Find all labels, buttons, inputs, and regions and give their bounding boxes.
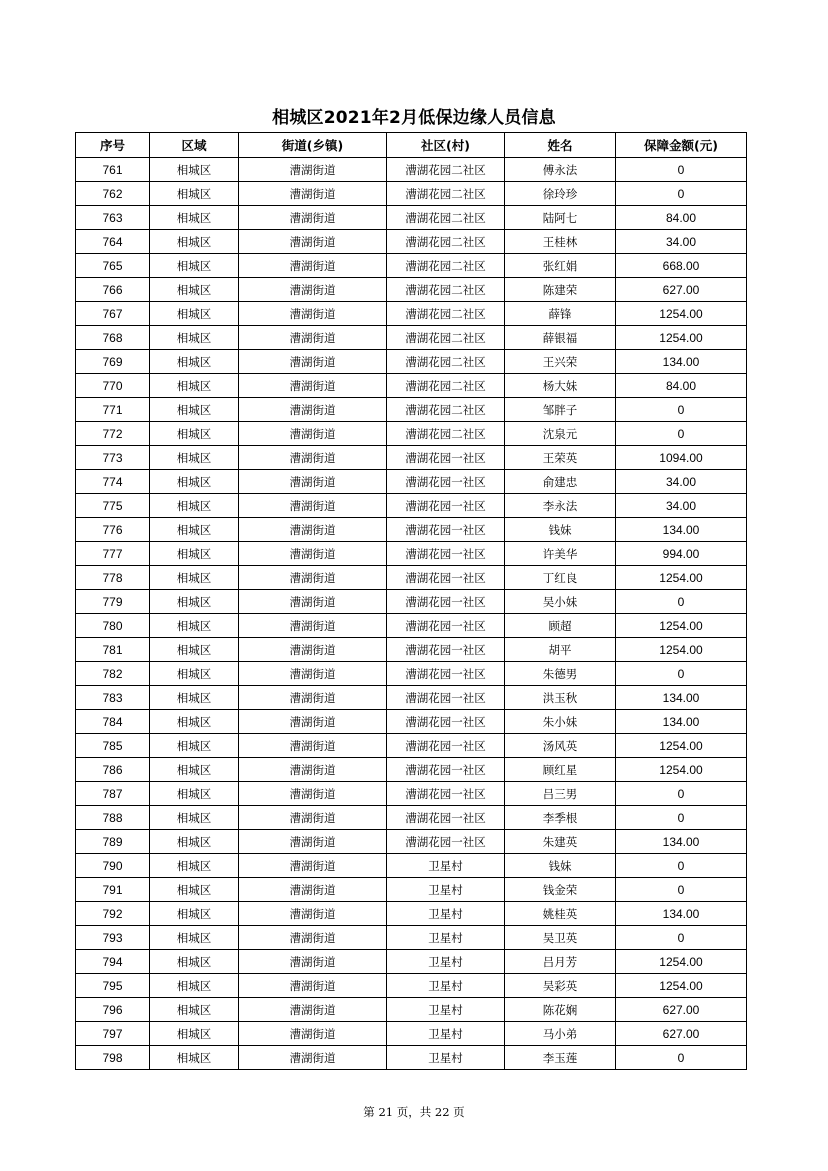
cell-street: 漕湖街道	[239, 638, 387, 662]
cell-amount: 1254.00	[616, 638, 747, 662]
table-row	[76, 758, 747, 782]
cell-no: 761	[76, 158, 150, 182]
cell-community: 漕湖花园一社区	[387, 662, 505, 686]
cell-no: 782	[76, 662, 150, 686]
cell-no: 781	[76, 638, 150, 662]
cell-street: 漕湖街道	[239, 470, 387, 494]
table-row	[76, 230, 747, 254]
cell-name: 朱小妹	[505, 710, 616, 734]
cell-name: 邹胖子	[505, 398, 616, 422]
cell-no: 783	[76, 686, 150, 710]
cell-amount: 1254.00	[616, 734, 747, 758]
cell-district: 相城区	[150, 1022, 239, 1046]
cell-district: 相城区	[150, 1046, 239, 1070]
cell-amount: 627.00	[616, 998, 747, 1022]
cell-community: 漕湖花园一社区	[387, 686, 505, 710]
cell-no: 776	[76, 518, 150, 542]
cell-community: 卫星村	[387, 998, 505, 1022]
cell-no: 766	[76, 278, 150, 302]
cell-district: 相城区	[150, 950, 239, 974]
cell-street: 漕湖街道	[239, 230, 387, 254]
cell-community: 漕湖花园一社区	[387, 830, 505, 854]
cell-amount: 1254.00	[616, 950, 747, 974]
cell-street: 漕湖街道	[239, 1046, 387, 1070]
cell-no: 771	[76, 398, 150, 422]
cell-district: 相城区	[150, 710, 239, 734]
table-row	[76, 638, 747, 662]
table-row	[76, 302, 747, 326]
cell-no: 763	[76, 206, 150, 230]
cell-district: 相城区	[150, 494, 239, 518]
cell-name: 顾红星	[505, 758, 616, 782]
cell-street: 漕湖街道	[239, 398, 387, 422]
table-row	[76, 926, 747, 950]
table-row	[76, 878, 747, 902]
cell-street: 漕湖街道	[239, 278, 387, 302]
table-row	[76, 446, 747, 470]
cell-community: 漕湖花园二社区	[387, 206, 505, 230]
cell-no: 765	[76, 254, 150, 278]
cell-community: 漕湖花园二社区	[387, 302, 505, 326]
cell-amount: 134.00	[616, 902, 747, 926]
cell-street: 漕湖街道	[239, 374, 387, 398]
table-row	[76, 278, 747, 302]
table-body	[76, 158, 747, 1070]
cell-street: 漕湖街道	[239, 878, 387, 902]
document-title: 相城区2021年2月低保边缘人员信息	[272, 108, 556, 128]
cell-amount: 627.00	[616, 1022, 747, 1046]
cell-name: 杨大妹	[505, 374, 616, 398]
cell-amount: 134.00	[616, 686, 747, 710]
table-row	[76, 254, 747, 278]
cell-street: 漕湖街道	[239, 902, 387, 926]
table-row	[76, 470, 747, 494]
cell-no: 777	[76, 542, 150, 566]
cell-street: 漕湖街道	[239, 182, 387, 206]
cell-amount: 0	[616, 422, 747, 446]
cell-district: 相城区	[150, 446, 239, 470]
cell-name: 朱建英	[505, 830, 616, 854]
cell-amount: 34.00	[616, 230, 747, 254]
cell-amount: 668.00	[616, 254, 747, 278]
table-row	[76, 854, 747, 878]
cell-community: 漕湖花园二社区	[387, 422, 505, 446]
cell-district: 相城区	[150, 278, 239, 302]
cell-no: 769	[76, 350, 150, 374]
cell-street: 漕湖街道	[239, 854, 387, 878]
cell-name: 沈泉元	[505, 422, 616, 446]
table-row	[76, 950, 747, 974]
cell-no: 791	[76, 878, 150, 902]
cell-district: 相城区	[150, 758, 239, 782]
cell-district: 相城区	[150, 518, 239, 542]
table-row	[76, 422, 747, 446]
cell-name: 王桂林	[505, 230, 616, 254]
table-row	[76, 1022, 747, 1046]
cell-no: 785	[76, 734, 150, 758]
cell-street: 漕湖街道	[239, 710, 387, 734]
cell-community: 漕湖花园一社区	[387, 782, 505, 806]
cell-community: 漕湖花园一社区	[387, 566, 505, 590]
cell-district: 相城区	[150, 782, 239, 806]
table-row	[76, 734, 747, 758]
cell-district: 相城区	[150, 662, 239, 686]
cell-street: 漕湖街道	[239, 350, 387, 374]
cell-amount: 1254.00	[616, 614, 747, 638]
cell-district: 相城区	[150, 470, 239, 494]
cell-amount: 1254.00	[616, 566, 747, 590]
cell-name: 徐玲珍	[505, 182, 616, 206]
cell-no: 762	[76, 182, 150, 206]
cell-district: 相城区	[150, 974, 239, 998]
cell-district: 相城区	[150, 350, 239, 374]
cell-district: 相城区	[150, 878, 239, 902]
cell-community: 卫星村	[387, 878, 505, 902]
column-header-amount: 保障金额(元)	[616, 133, 747, 158]
cell-name: 李玉莲	[505, 1046, 616, 1070]
cell-community: 卫星村	[387, 950, 505, 974]
cell-name: 张红娟	[505, 254, 616, 278]
cell-no: 768	[76, 326, 150, 350]
cell-community: 漕湖花园一社区	[387, 614, 505, 638]
cell-community: 漕湖花园二社区	[387, 398, 505, 422]
cell-district: 相城区	[150, 614, 239, 638]
cell-district: 相城区	[150, 566, 239, 590]
cell-street: 漕湖街道	[239, 542, 387, 566]
column-header-district: 区域	[150, 133, 239, 158]
cell-street: 漕湖街道	[239, 830, 387, 854]
cell-no: 773	[76, 446, 150, 470]
cell-community: 漕湖花园一社区	[387, 518, 505, 542]
table-row	[76, 662, 747, 686]
cell-district: 相城区	[150, 158, 239, 182]
table-row	[76, 158, 747, 182]
cell-name: 马小弟	[505, 1022, 616, 1046]
cell-amount: 994.00	[616, 542, 747, 566]
table-row	[76, 830, 747, 854]
cell-street: 漕湖街道	[239, 518, 387, 542]
table-row	[76, 326, 747, 350]
cell-name: 钱妹	[505, 854, 616, 878]
cell-amount: 0	[616, 158, 747, 182]
cell-street: 漕湖街道	[239, 614, 387, 638]
column-header-street: 街道(乡镇)	[239, 133, 387, 158]
cell-street: 漕湖街道	[239, 806, 387, 830]
cell-street: 漕湖街道	[239, 590, 387, 614]
cell-community: 卫星村	[387, 974, 505, 998]
cell-street: 漕湖街道	[239, 662, 387, 686]
cell-name: 陆阿七	[505, 206, 616, 230]
cell-name: 傅永法	[505, 158, 616, 182]
cell-street: 漕湖街道	[239, 926, 387, 950]
cell-name: 薛银福	[505, 326, 616, 350]
cell-amount: 0	[616, 590, 747, 614]
cell-amount: 84.00	[616, 374, 747, 398]
cell-no: 794	[76, 950, 150, 974]
cell-district: 相城区	[150, 398, 239, 422]
cell-name: 俞建忠	[505, 470, 616, 494]
cell-no: 775	[76, 494, 150, 518]
cell-community: 卫星村	[387, 926, 505, 950]
cell-name: 吕月芳	[505, 950, 616, 974]
cell-no: 778	[76, 566, 150, 590]
table-row	[76, 374, 747, 398]
cell-community: 漕湖花园二社区	[387, 158, 505, 182]
table-row	[76, 614, 747, 638]
cell-name: 李季根	[505, 806, 616, 830]
cell-amount: 134.00	[616, 710, 747, 734]
cell-community: 漕湖花园二社区	[387, 278, 505, 302]
cell-amount: 0	[616, 1046, 747, 1070]
cell-street: 漕湖街道	[239, 758, 387, 782]
cell-name: 丁红良	[505, 566, 616, 590]
cell-district: 相城区	[150, 542, 239, 566]
cell-amount: 134.00	[616, 830, 747, 854]
cell-amount: 0	[616, 878, 747, 902]
cell-name: 钱金荣	[505, 878, 616, 902]
cell-street: 漕湖街道	[239, 734, 387, 758]
cell-community: 漕湖花园一社区	[387, 470, 505, 494]
table-row	[76, 542, 747, 566]
cell-street: 漕湖街道	[239, 446, 387, 470]
cell-no: 787	[76, 782, 150, 806]
cell-name: 朱德男	[505, 662, 616, 686]
table-row	[76, 494, 747, 518]
table-row	[76, 998, 747, 1022]
cell-community: 卫星村	[387, 854, 505, 878]
page-footer: 第 21 页，共 22 页	[363, 1105, 465, 1119]
cell-name: 许美华	[505, 542, 616, 566]
cell-street: 漕湖街道	[239, 302, 387, 326]
cell-no: 784	[76, 710, 150, 734]
cell-district: 相城区	[150, 926, 239, 950]
cell-community: 漕湖花园一社区	[387, 542, 505, 566]
cell-name: 陈花娴	[505, 998, 616, 1022]
cell-name: 陈建荣	[505, 278, 616, 302]
cell-no: 789	[76, 830, 150, 854]
cell-street: 漕湖街道	[239, 950, 387, 974]
cell-no: 797	[76, 1022, 150, 1046]
cell-amount: 134.00	[616, 518, 747, 542]
cell-name: 李永法	[505, 494, 616, 518]
cell-no: 792	[76, 902, 150, 926]
cell-amount: 84.00	[616, 206, 747, 230]
cell-amount: 34.00	[616, 494, 747, 518]
cell-amount: 134.00	[616, 350, 747, 374]
cell-district: 相城区	[150, 254, 239, 278]
column-header-no: 序号	[76, 133, 150, 158]
cell-street: 漕湖街道	[239, 254, 387, 278]
cell-name: 胡平	[505, 638, 616, 662]
cell-name: 薛锋	[505, 302, 616, 326]
cell-district: 相城区	[150, 686, 239, 710]
cell-street: 漕湖街道	[239, 782, 387, 806]
column-header-name: 姓名	[505, 133, 616, 158]
cell-street: 漕湖街道	[239, 206, 387, 230]
table-row	[76, 1046, 747, 1070]
cell-name: 吴彩英	[505, 974, 616, 998]
cell-district: 相城区	[150, 830, 239, 854]
table-row	[76, 686, 747, 710]
table-row	[76, 782, 747, 806]
cell-no: 788	[76, 806, 150, 830]
table-row	[76, 974, 747, 998]
cell-name: 王兴荣	[505, 350, 616, 374]
recipients-table	[75, 132, 747, 1070]
table-row	[76, 710, 747, 734]
cell-no: 796	[76, 998, 150, 1022]
cell-district: 相城区	[150, 902, 239, 926]
cell-no: 793	[76, 926, 150, 950]
cell-name: 顾超	[505, 614, 616, 638]
table-row	[76, 518, 747, 542]
cell-name: 洪玉秋	[505, 686, 616, 710]
cell-amount: 0	[616, 662, 747, 686]
cell-amount: 0	[616, 926, 747, 950]
cell-street: 漕湖街道	[239, 1022, 387, 1046]
cell-community: 漕湖花园二社区	[387, 182, 505, 206]
cell-street: 漕湖街道	[239, 422, 387, 446]
cell-community: 漕湖花园二社区	[387, 350, 505, 374]
cell-community: 漕湖花园一社区	[387, 734, 505, 758]
cell-community: 漕湖花园一社区	[387, 446, 505, 470]
cell-community: 漕湖花园一社区	[387, 806, 505, 830]
cell-amount: 1254.00	[616, 326, 747, 350]
cell-name: 王荣英	[505, 446, 616, 470]
table-row	[76, 590, 747, 614]
cell-district: 相城区	[150, 206, 239, 230]
cell-amount: 1254.00	[616, 302, 747, 326]
cell-amount: 0	[616, 182, 747, 206]
cell-community: 漕湖花园一社区	[387, 590, 505, 614]
cell-community: 漕湖花园一社区	[387, 710, 505, 734]
cell-district: 相城区	[150, 422, 239, 446]
cell-no: 774	[76, 470, 150, 494]
cell-community: 漕湖花园一社区	[387, 494, 505, 518]
cell-amount: 0	[616, 782, 747, 806]
cell-street: 漕湖街道	[239, 158, 387, 182]
cell-no: 770	[76, 374, 150, 398]
cell-amount: 0	[616, 806, 747, 830]
cell-no: 790	[76, 854, 150, 878]
cell-amount: 0	[616, 398, 747, 422]
cell-amount: 34.00	[616, 470, 747, 494]
cell-street: 漕湖街道	[239, 998, 387, 1022]
cell-name: 姚桂英	[505, 902, 616, 926]
cell-amount: 1254.00	[616, 758, 747, 782]
table-row	[76, 902, 747, 926]
cell-no: 764	[76, 230, 150, 254]
cell-community: 漕湖花园二社区	[387, 326, 505, 350]
cell-district: 相城区	[150, 806, 239, 830]
cell-name: 吴小妹	[505, 590, 616, 614]
cell-district: 相城区	[150, 854, 239, 878]
cell-street: 漕湖街道	[239, 974, 387, 998]
table-row	[76, 806, 747, 830]
table-row	[76, 182, 747, 206]
cell-district: 相城区	[150, 638, 239, 662]
cell-street: 漕湖街道	[239, 566, 387, 590]
cell-amount: 1094.00	[616, 446, 747, 470]
table-row	[76, 566, 747, 590]
cell-name: 吴卫英	[505, 926, 616, 950]
cell-no: 772	[76, 422, 150, 446]
cell-no: 780	[76, 614, 150, 638]
cell-community: 卫星村	[387, 1046, 505, 1070]
cell-name: 钱妹	[505, 518, 616, 542]
cell-no: 798	[76, 1046, 150, 1070]
cell-community: 卫星村	[387, 1022, 505, 1046]
cell-no: 795	[76, 974, 150, 998]
cell-district: 相城区	[150, 230, 239, 254]
table-row	[76, 206, 747, 230]
cell-district: 相城区	[150, 326, 239, 350]
cell-district: 相城区	[150, 590, 239, 614]
cell-community: 漕湖花园一社区	[387, 758, 505, 782]
cell-district: 相城区	[150, 998, 239, 1022]
cell-community: 卫星村	[387, 902, 505, 926]
cell-community: 漕湖花园二社区	[387, 374, 505, 398]
cell-district: 相城区	[150, 734, 239, 758]
cell-amount: 627.00	[616, 278, 747, 302]
cell-name: 吕三男	[505, 782, 616, 806]
cell-no: 779	[76, 590, 150, 614]
cell-community: 漕湖花园一社区	[387, 638, 505, 662]
cell-name: 汤风英	[505, 734, 616, 758]
column-header-community: 社区(村)	[387, 133, 505, 158]
table-row	[76, 398, 747, 422]
cell-street: 漕湖街道	[239, 494, 387, 518]
cell-district: 相城区	[150, 302, 239, 326]
cell-district: 相城区	[150, 374, 239, 398]
cell-street: 漕湖街道	[239, 686, 387, 710]
cell-district: 相城区	[150, 182, 239, 206]
table-header-row	[76, 133, 747, 158]
cell-no: 767	[76, 302, 150, 326]
cell-amount: 1254.00	[616, 974, 747, 998]
cell-no: 786	[76, 758, 150, 782]
table-row	[76, 350, 747, 374]
cell-street: 漕湖街道	[239, 326, 387, 350]
cell-community: 漕湖花园二社区	[387, 254, 505, 278]
cell-amount: 0	[616, 854, 747, 878]
cell-community: 漕湖花园二社区	[387, 230, 505, 254]
